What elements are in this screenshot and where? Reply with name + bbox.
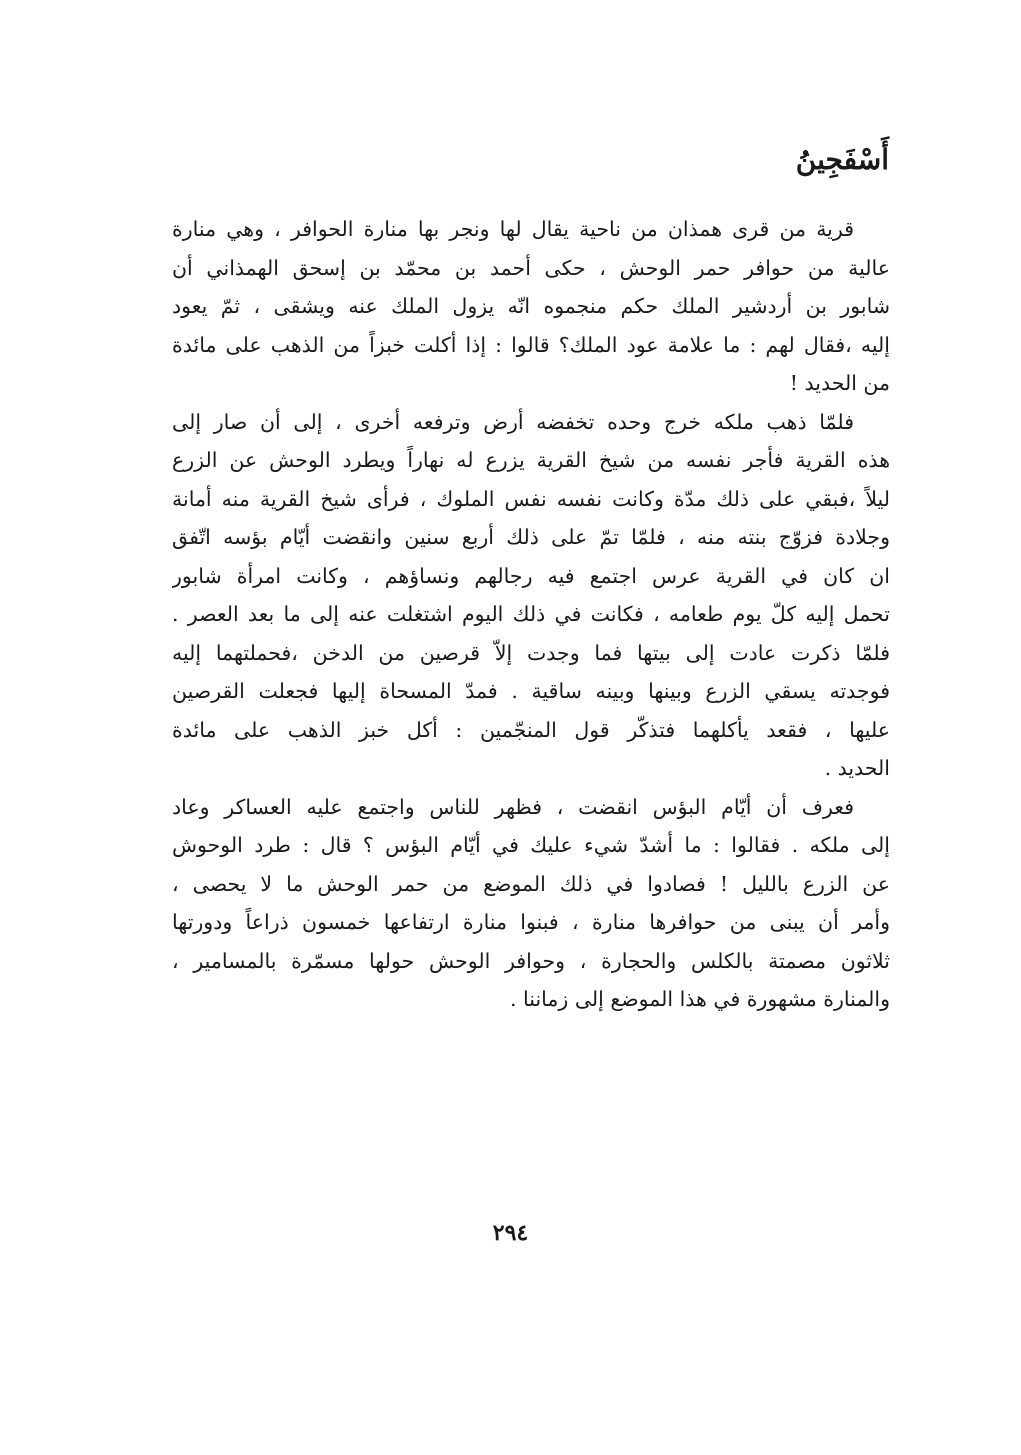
text-line: فلمّا ذهب ملكه خرج وحده تخفضه أرض وترفعه أخرى ، إلى أن صار إلى: [172, 409, 854, 434]
text-line: إليه ،فقال لهم : ما علامة عود الملك؟ قالوا : إذا أكلت خبزاً من الذهب على مائدة: [172, 332, 890, 357]
text-line: من الحديد !: [789, 371, 890, 395]
body-text: [172, 210, 890, 1019]
text-line: فلمّا ذكرت عادت إلى بيتها فما وجدت إلاّ قرصين من الدخن ،فحملتهما إليه: [172, 640, 890, 665]
page-number: ٢٩٤: [492, 1220, 529, 1246]
text-line: عالية من حوافر حمر الوحش ، حكى أحمد بن محمّد بن إسحق الهمذاني أن: [172, 255, 890, 280]
text-line: والمنارة مشهورة في هذا الموضع إلى زماننا .: [510, 987, 890, 1011]
text-line: الحديد .: [824, 756, 890, 780]
text-line: ليلاً ،فبقي على ذلك مدّة وكانت نفسه نفس الملوك ، فرأى شيخ القرية منه أمانة: [172, 486, 890, 511]
text-line: فوجدته يسقي الزرع وبينها وبينه ساقية . فمدّ المسحاة إليها فجعلت القرصين: [172, 679, 890, 703]
text-line: قرية من قرى همذان من ناحية يقال لها ونجر بها منارة الحوافر ، وهي منارة: [172, 217, 854, 241]
text-line: شابور بن أردشير الملك حكم منجموه انّه يزول الملك عنه ويشقى ، ثمّ يعود: [172, 294, 890, 318]
text-line: هذه القرية فأجر نفسه من شيخ القرية يزرع له نهاراً ويطرد الوحش عن الزرع: [172, 448, 890, 472]
text-line: فعرف أن أيّام البؤس انقضت ، فظهر للناس واجتمع عليه العساكر وعاد: [172, 794, 854, 819]
text-line: ثلاثون مصمتة بالكلس والحجارة ، وحوافر الوحش حولها مسمّرة بالمسامير ،: [172, 948, 890, 973]
text-line: وجلادة فزوّج بنته منه ، فلمّا تمّ على ذلك أربع سنين وانقضت أيّام بؤسه اتّفق: [172, 525, 890, 549]
text-line: وأمر أن يبنى من حوافرها منارة ، فبنوا منارة ارتفاعها خمسون ذراعاً ودورتها: [172, 910, 890, 934]
text-line: عن الزرع بالليل ! فصادوا في ذلك الموضع من حمر الوحش ما لا يحصى ،: [172, 871, 890, 896]
text-line: ان كان في القرية عرس اجتمع فيه رجالهم ونساؤهم ، وكانت امرأة شابور: [172, 563, 890, 588]
text-line: تحمل إليه كلّ يوم طعامه ، فكانت في ذلك اليوم اشتغلت عنه إلى ما بعد العصر .: [172, 602, 890, 626]
text-line: إلى ملكه . فقالوا : ما أشدّ شيء عليك في أيّام البؤس ؟ قال : طرد الوحوش: [172, 833, 890, 857]
entry-title: أَسْفَجِينُ: [795, 143, 889, 176]
text-line: عليها ، فقعد يأكلهما فتذكّر قول المنجّمين : أكل خبز الذهب على مائدة: [172, 717, 890, 742]
